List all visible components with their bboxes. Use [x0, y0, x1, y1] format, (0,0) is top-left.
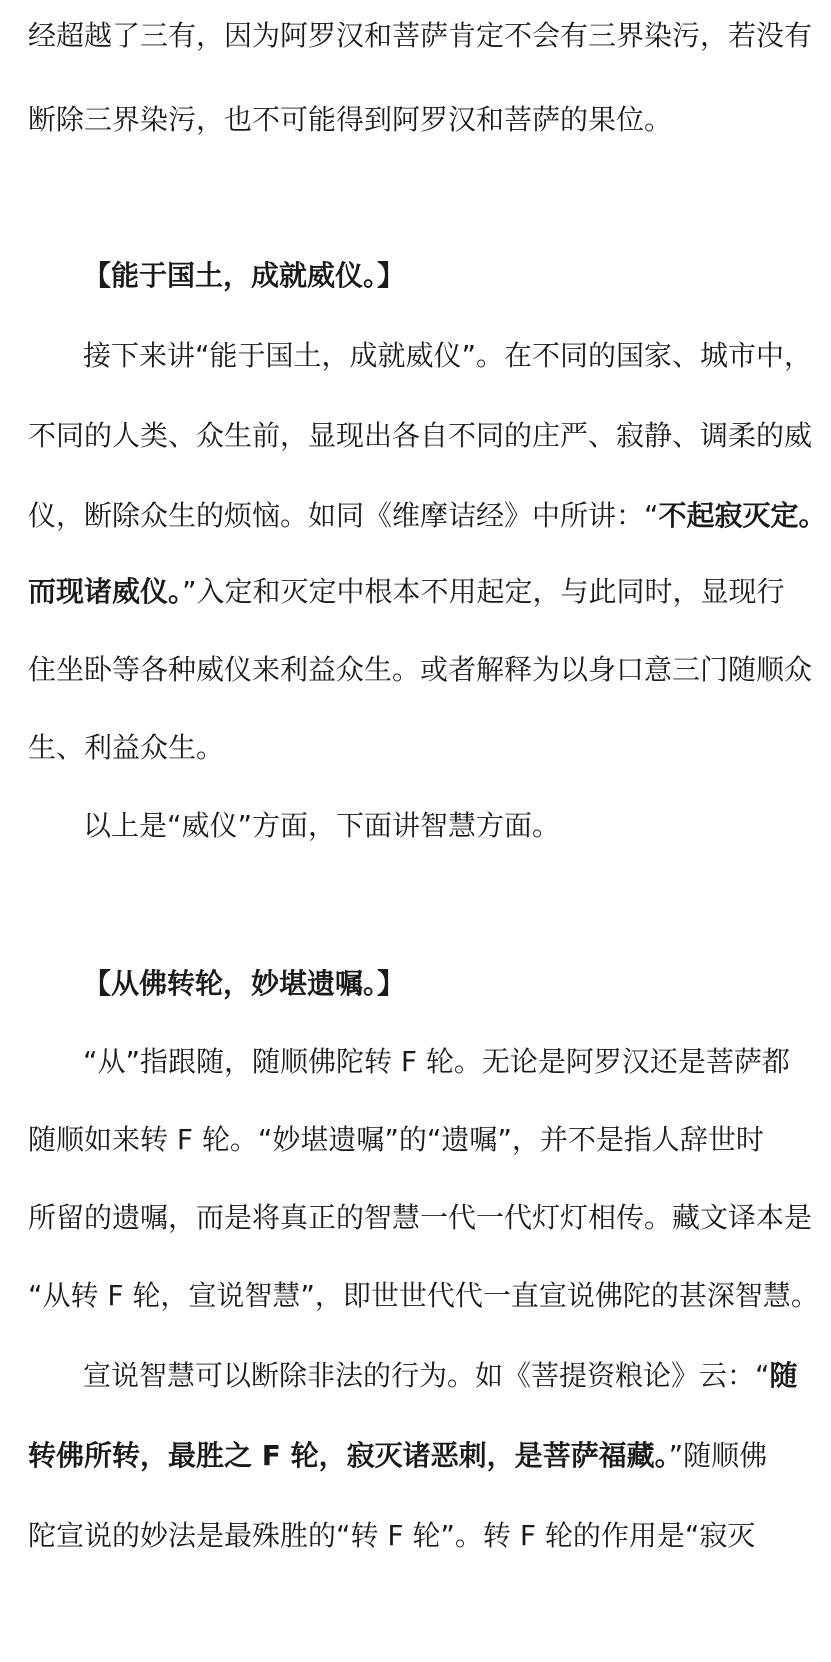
paragraph-line: 所留的遗嘱，而是将真正的智慧一代一代灯灯相传。藏文译本是	[28, 1201, 813, 1234]
text-run: ”入定和灭定中根本不用起定，与此同时，显现行	[182, 575, 785, 608]
quote-bold: 随	[769, 1359, 798, 1392]
paragraph-line: 经超越了三有，因为阿罗汉和菩萨肯定不会有三界染污，若没有	[28, 19, 813, 52]
paragraph-line: 随顺如来转 F 轮。“妙堪遗嘱”的“遗嘱”，并不是指人辞世时	[28, 1123, 764, 1156]
paragraph-line: 住坐卧等各种威仪来利益众生。或者解释为以身口意三门随顺众	[28, 653, 813, 686]
paragraph-line	[83, 1356, 798, 1396]
paragraph-line	[28, 1436, 767, 1476]
quote-bold: 转佛所转，最胜之 F 轮，寂灭诸恶刺，是菩萨福藏。	[28, 1439, 669, 1472]
paragraph-line: 陀宣说的妙法是最殊胜的“转 F 轮”。转 F 轮的作用是“寂灭	[28, 1519, 756, 1552]
paragraph-line: 不同的人类、众生前，显现出各自不同的庄严、寂静、调柔的威	[28, 419, 813, 452]
quote-bold: 不起寂灭定。	[658, 499, 827, 532]
paragraph-line: 生、利益众生。	[28, 731, 225, 764]
section-heading: 【能于国土，成就威仪。】	[83, 259, 406, 292]
paragraph-line: “从”指跟随，随顺佛陀转 F 轮。无论是阿罗汉还是菩萨都	[83, 1045, 790, 1078]
text-run: 仪，断除众生的烦恼。如同《维摩诘经》中所讲：“	[28, 499, 659, 532]
paragraph-line: “从转 F 轮，宣说智慧”，即世世代代一直宣说佛陀的甚深智慧。	[28, 1279, 819, 1312]
section-heading: 【从佛转轮，妙堪遗嘱。】	[83, 967, 406, 1000]
paragraph-line: 接下来讲“能于国土，成就威仪”。在不同的国家、城市中，	[83, 339, 813, 372]
text-run: ”随顺佛	[668, 1439, 768, 1472]
paragraph-line: 以上是“威仪”方面，下面讲智慧方面。	[83, 809, 561, 842]
quote-bold: 而现诸威仪。	[28, 575, 183, 608]
paragraph-line	[28, 496, 827, 536]
text-run: 宣说智慧可以断除非法的行为。如《菩提资粮论》云：“	[83, 1359, 770, 1392]
paragraph-line	[28, 572, 785, 612]
paragraph-line: 断除三界染污，也不可能得到阿罗汉和菩萨的果位。	[28, 103, 673, 136]
